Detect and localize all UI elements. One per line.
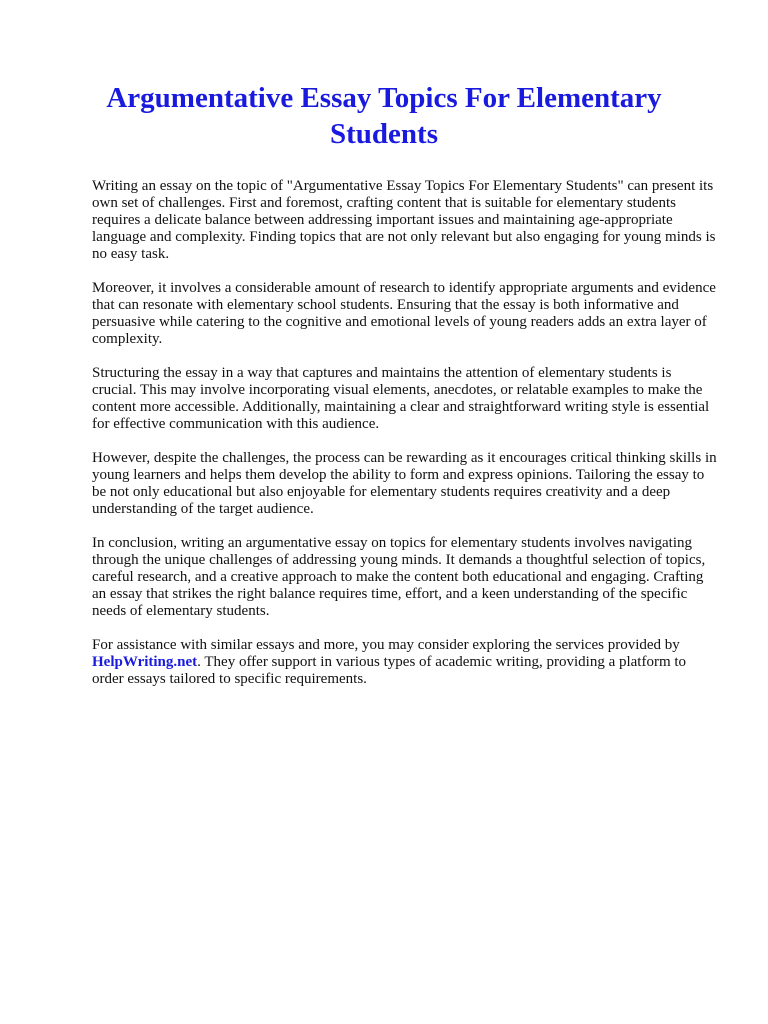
- paragraph-4: However, despite the challenges, the process can be rewarding as it encourages critical thinking skills in young learners and helps them develop the ability to form and express opinions. Tailoring the essay to be not only educational but also enjoyable for elementary students requires creativity and a deep understanding of the target audience.: [92, 450, 717, 517]
- document-body: [92, 178, 718, 705]
- closing-text-after-link: . They offer support in various types of academic writing, providing a platform to order essays tailored to specific requirements.: [92, 654, 687, 687]
- paragraph-1: Writing an essay on the topic of "Argumentative Essay Topics For Elementary Students" can present its own set of challenges. First and foremost, crafting content that is suitable for elementary students requires a delicate balance between addressing important issues and maintaining age-appropriate language and complexity. Finding topics that are not only relevant but also engaging for young minds is no easy task.: [92, 178, 716, 262]
- closing-text-before-link: For assistance with similar essays and more, you may consider exploring the services provided by: [92, 637, 680, 653]
- paragraph-2: Moreover, it involves a considerable amount of research to identify appropriate arguments and evidence that can resonate with elementary school students. Ensuring that the essay is both informative and persuasive while catering to the cognitive and emotional levels of young readers adds an extra layer of complexity.: [92, 280, 716, 347]
- paragraph-5: In conclusion, writing an argumentative essay on topics for elementary students involves navigating through the unique challenges of addressing young minds. It demands a thoughtful selection of topics, careful research, and a creative approach to make the content both educational and engaging. Crafting an essay that strikes the right balance requires time, effort, and a keen understanding of the specific needs of elementary students.: [92, 535, 706, 619]
- document-title: Argumentative Essay Topics For Elementary Students: [106, 82, 662, 150]
- closing-paragraph: [92, 637, 718, 688]
- paragraph-3: Structuring the essay in a way that captures and maintains the attention of elementary students is crucial. This may involve incorporating visual elements, anecdotes, or relatable examples to make the content more accessible. Additionally, maintaining a clear and straightforward writing style is essential for effective communication with this audience.: [92, 365, 710, 432]
- helpwriting-link[interactable]: HelpWriting.net: [92, 654, 198, 670]
